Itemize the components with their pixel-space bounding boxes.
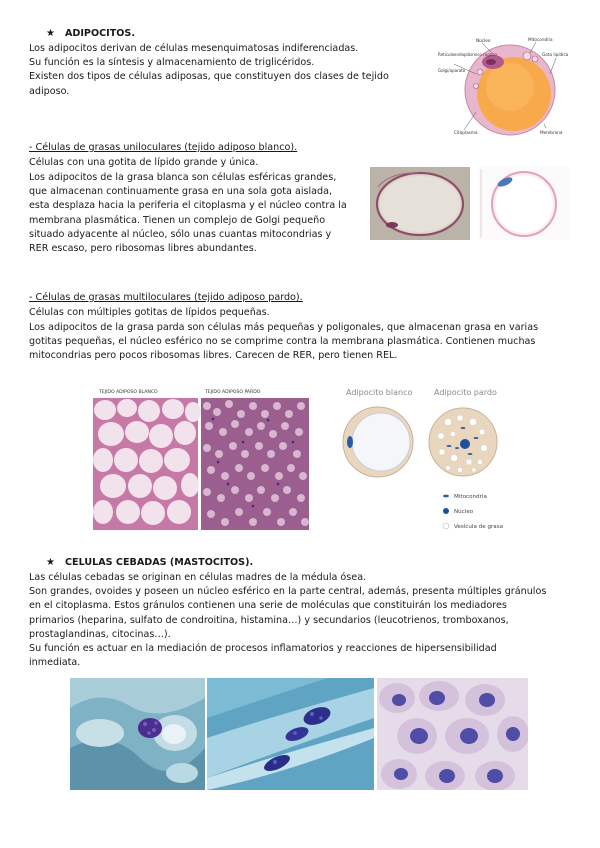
text-line: adiposo. [29,85,70,97]
multilocular-text [29,321,579,364]
label-reticulo: Reticuloendoplásmico rugoso [438,52,497,57]
white-fat-micrograph [370,167,470,240]
text-line: Su función es actuar en la mediación de procesos inflamatorios y reacciones de hipersensibilidad [29,643,497,655]
multilocular-heading: - Células de grasas multiloculares (tejido adiposo pardo). [29,292,303,303]
white-fat-schematic [478,167,570,240]
label-mitocondria: Mitocondria [528,37,553,42]
micro-label-pardo: TEJIDO ADIPOSO PARDO [205,390,261,395]
label-golgi: Golgi/aparato [438,68,466,73]
text-line: Las células cebadas se originan en células madres de la médula ósea. [29,572,367,583]
text-line: mitocondrias pero pocos ribosomas libres. Carecen de RER, pero tienen REL. [29,350,398,362]
text-line: prostaglandinas, citocinas…). [29,628,171,640]
unilocular-text [29,171,374,256]
title-adipocito-blanco: Adipocito blanco [346,388,413,397]
text-line: Los adipocitos de la grasa parda son células más pequeñas y poligonales, que almacenan grasa en varias [29,322,539,333]
multilocular-intro: Células con múltiples gotitas de lípidos pequeñas. [29,307,270,318]
text-line: membrana plasmática. Tienen un complejo de Golgi pequeño [29,214,326,226]
mast-cell-micrograph-3 [377,678,528,790]
text-line: esta desplaza hacia la periferia el citoplasma y el núcleo contra la [29,200,347,212]
label-membrana: Membrana [540,130,563,135]
text-line: RER escaso, pero ribosomas libres abundantes. [29,243,257,255]
adipose-tissue-micrographs [93,384,309,530]
legend-vesicula-icon [443,523,449,529]
text-line: primarios (heparina, sulfato de condroitina, histamina…) y secundarios (leucotrienos, tromboxanos, [29,614,509,626]
mastocitos-heading: ★ CELULAS CEBADAS (MASTOCITOS). [46,557,254,568]
label-vacuola: Gota lipídica [542,52,569,57]
text-line: Son grandes, ovoides y poseen un núcleo esférico en la parte central, además, presenta múltiples gránulos [29,586,547,598]
adipocyte-comparison-diagram [336,384,508,534]
text-line: inmediata. [29,657,81,669]
legend-mitocondria-icon [443,495,449,498]
mastocitos-text [29,571,584,670]
adipocitos-heading: ★ ADIPOCITOS. [46,28,135,39]
text-line: situado adyacente al núcleo, sólo unas cuantas mitocondrias y [29,228,332,240]
title-adipocito-pardo: Adipocito pardo [434,388,497,397]
legend-vesicula: Vesícula de grasa [454,524,504,530]
mast-cell-micrograph-1 [70,678,205,790]
text-line: Existen dos tipos de células adiposas, que constituyen dos clases de tejido [29,71,389,83]
unilocular-heading: - Células de grasas uniloculares (tejido adiposo blanco). [29,142,298,153]
legend-mitocondria: Mitocondria [454,494,487,500]
legend-nucleo-icon [443,508,449,514]
star-bullet-icon: ★ [46,557,55,568]
mast-cell-micrograph-2 [207,678,374,790]
text-line: en el citoplasma. Estos gránulos contienen una serie de moléculas que constituirán los mediadores [29,600,507,612]
text-line: Los adipocitos derivan de células mesenquimatosas indiferenciadas. [29,43,359,54]
legend-nucleo: Núcleo [454,509,474,515]
star-bullet-icon: ★ [46,28,55,39]
unilocular-intro: Células con una gotita de lípido grande y única. [29,157,259,168]
adipocyte-diagram [436,34,576,138]
label-citoplasma: Citoplasma [454,130,478,135]
text-line: gotitas pequeñas, el núcleo esférico no se comprime contra la membrana plasmática. Contienen muchas [29,336,536,348]
micro-label-blanco: TEJIDO ADIPOSO BLANCO [99,390,158,395]
label-nucleo: Núcleo [476,38,491,43]
text-line: Los adipocitos de la grasa blanca son células esféricas grandes, [29,172,337,183]
text-line: que almacenan continuamente grasa en una sola gota aislada, [29,186,333,198]
adipocitos-text [29,42,419,99]
text-line: Su función es la síntesis y almacenamiento de triglicéridos. [29,57,315,69]
